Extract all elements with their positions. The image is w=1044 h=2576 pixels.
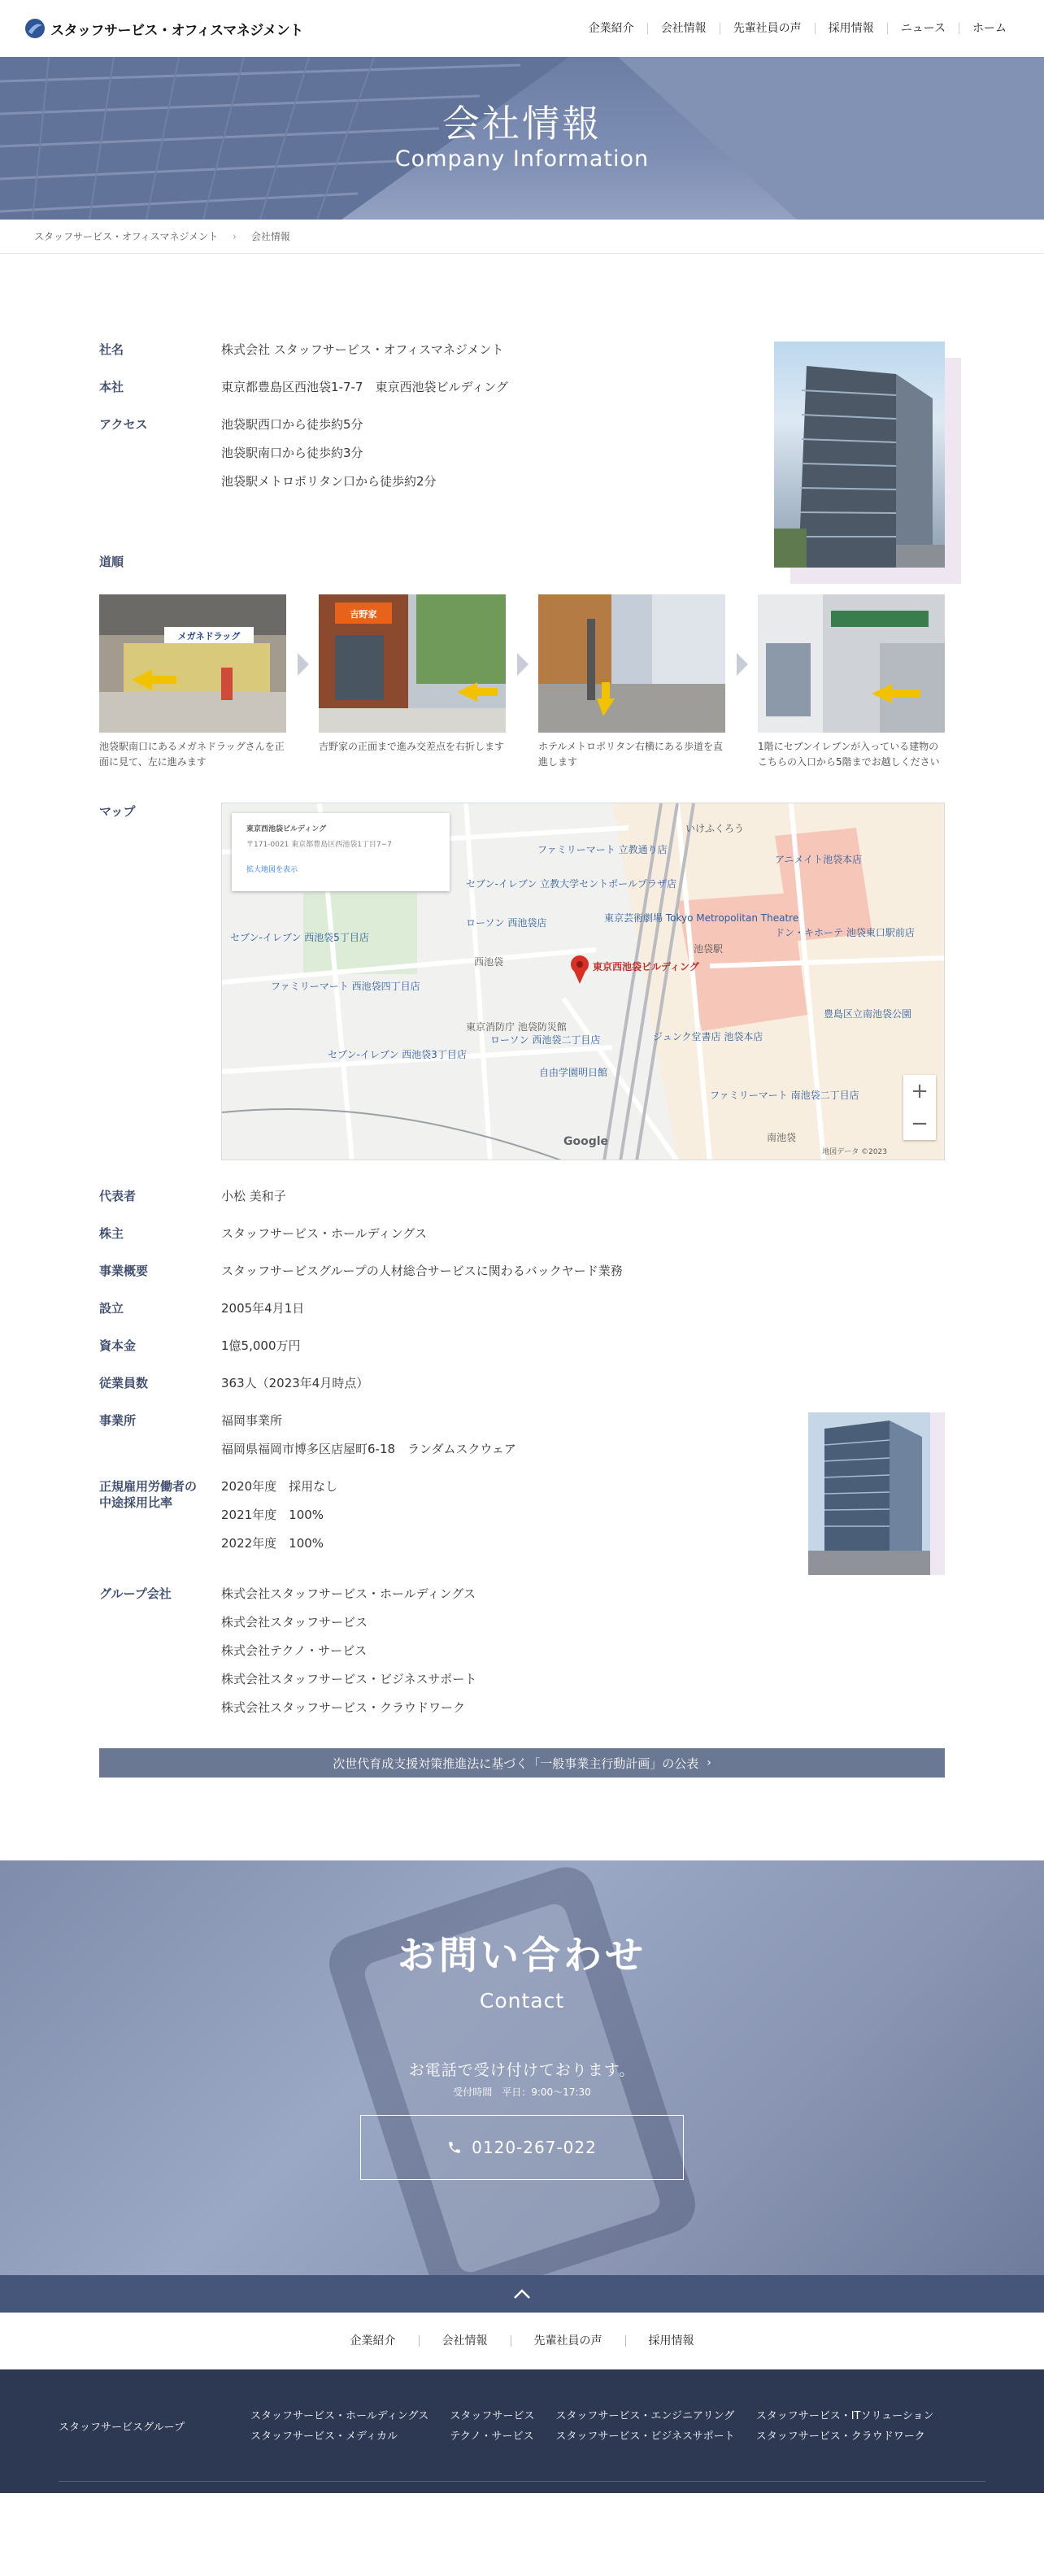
label-office: 事業所 [99, 1413, 137, 1428]
label-map: マップ [99, 804, 136, 819]
map-place[interactable]: ジュンク堂書店 池袋本店 [653, 1031, 763, 1042]
label-hiring-ratio [99, 1478, 221, 1551]
route-photo-3 [538, 594, 725, 733]
contact-hours: 受付時間 平日：9:00〜17:30 [453, 2086, 591, 2098]
footer-link[interactable]: スタッフサービス・ビジネスサポート [555, 2430, 735, 2443]
map-place[interactable]: アニメイト池袋本店 [775, 854, 863, 865]
phone-number: 0120-267-022 [472, 2138, 597, 2157]
route-photo-1 [99, 594, 286, 733]
label-representative: 代表者 [99, 1189, 137, 1203]
breadcrumb-current: 会社情報 [250, 231, 290, 242]
nav-company-intro[interactable]: 企業紹介 [588, 22, 634, 35]
access-line: 池袋駅メトロポリタン口から徒歩約2分 [221, 474, 437, 489]
zoom-out-icon[interactable]: − [911, 1112, 929, 1136]
group-company: 株式会社スタッフサービス [221, 1615, 368, 1630]
site-footer [0, 2369, 1044, 2493]
value-representative: 小松 美和子 [221, 1189, 286, 1203]
logo-text: スタッフサービス・オフィスマネジメント [50, 22, 303, 39]
breadcrumb [0, 220, 1044, 254]
office-block [99, 1412, 945, 1551]
route-sign-1: メガネドラッグ [177, 631, 241, 642]
site-logo[interactable] [24, 18, 303, 39]
route-step-3 [538, 594, 725, 770]
route-title: 道順 [99, 555, 124, 569]
contact-section [0, 1860, 1044, 2275]
map-place[interactable]: ドン・キホーテ 池袋東口駅前店 [775, 927, 915, 938]
map-card-link[interactable]: 拡大地図を表示 [246, 866, 298, 874]
map-place[interactable]: ファミリーマート 西池袋四丁目店 [271, 981, 420, 992]
banner-label: 次世代育成支援対策推進法に基づく「一般事業主行動計画」の公表 [333, 1756, 699, 1771]
route-caption-3: ホテルメトロポリタン右横にある歩道を直進します [538, 741, 724, 768]
route-arrow-icon [298, 653, 309, 676]
row-business [99, 1263, 945, 1279]
hiring-line: 2022年度 100% [221, 1536, 324, 1551]
label-hiring-line2: 中途採用比率 [99, 1495, 173, 1510]
footer-link[interactable]: スタッフサービス・クラウドワーク [755, 2430, 925, 2443]
google-map[interactable] [221, 803, 945, 1160]
page-title: 会社情報 [442, 102, 602, 146]
map-place[interactable]: いけふくろう [685, 823, 745, 834]
map-place[interactable]: セブン-イレブン 西池袋3丁目店 [328, 1049, 467, 1060]
contact-title: お問い合わせ [398, 1934, 646, 1978]
footer-link[interactable]: スタッフサービス・エンジニアリング [555, 2410, 735, 2422]
chevron-right-icon: › [707, 1756, 711, 1769]
nav-company-info[interactable]: 会社情報 [647, 23, 720, 34]
row-representative [99, 1188, 945, 1204]
contact-inner [0, 1860, 1044, 2180]
footer-divider [59, 2481, 985, 2482]
label-group-companies: グループ会社 [99, 1586, 172, 1601]
footer-nav-employee-voices[interactable]: 先輩社員の声 [511, 2335, 625, 2347]
value-employees: 363人（2023年4月時点） [221, 1376, 369, 1390]
access-line: 池袋駅南口から徒歩約3分 [221, 446, 363, 460]
map-place[interactable]: ローソン 西池袋店 [466, 917, 547, 929]
map-info-card [232, 813, 450, 891]
map-place[interactable]: 東京芸術劇場 Tokyo Metropolitan Theatre [604, 912, 799, 924]
office-line: 福岡県福岡市博多区店屋町6‐18 ランダムスクウェア [221, 1442, 516, 1456]
hq-building-photo [774, 342, 945, 568]
hiring-line: 2021年度 100% [221, 1508, 324, 1522]
route-caption-2: 吉野家の正面まで進み交差点を右折します [319, 741, 505, 752]
map-place[interactable]: ファミリーマート 南池袋二丁目店 [710, 1090, 859, 1101]
hq-building-image [774, 342, 945, 568]
footer-link[interactable]: スタッフサービス・メディカル [250, 2430, 398, 2443]
value-business: スタッフサービスグループの人材総合サービスに関わるバックヤード業務 [221, 1264, 623, 1278]
value-company-name: 株式会社 スタッフサービス・オフィスマネジメント [221, 342, 504, 357]
footer-nav-company-intro[interactable]: 企業紹介 [350, 2334, 396, 2348]
footer-link[interactable]: スタッフサービス・ホールディングス [250, 2410, 429, 2422]
route-caption-4: 1階にセブンイレブンが入っている建物のこちらの入口から5階までお越しください [758, 741, 940, 768]
map-place[interactable]: セブン-イレブン 西池袋5丁目店 [230, 932, 369, 943]
hero-banner [0, 57, 1044, 220]
chevron-up-icon [512, 2288, 532, 2300]
phone-icon [447, 2140, 462, 2155]
map-copyright: 地図データ ©2023 [822, 1148, 887, 1156]
row-map [99, 803, 945, 1160]
chevron-right-icon: › [233, 230, 237, 242]
value-headquarters: 東京都豊島区西池袋1‐7‐7 東京西池袋ビルディング [221, 380, 508, 394]
row-group-companies [99, 1586, 945, 1716]
map-place[interactable]: セブン-イレブン 立教大学セントポールプラザ店 [466, 878, 676, 890]
value-established: 2005年4月1日 [221, 1301, 305, 1316]
nav-home[interactable]: ホーム [959, 23, 1020, 34]
route-step-1 [99, 594, 286, 770]
route-steps [99, 594, 945, 770]
map-place[interactable]: 東京消防庁 池袋防災館 [466, 1021, 567, 1033]
footer-nav [0, 2313, 1044, 2369]
map-card-title: 東京西池袋ビルディング [246, 825, 327, 833]
nav-recruit[interactable]: 採用情報 [815, 23, 887, 34]
route-arrow-icon [737, 653, 748, 676]
label-company-name: 社名 [99, 342, 124, 357]
contact-text: お電話で受け付けております。 [408, 2061, 636, 2079]
site-header [0, 0, 1044, 57]
footer-link[interactable]: スタッフサービス・ITソリューション [755, 2410, 934, 2422]
company-info-main [99, 254, 945, 1778]
label-shareholder: 株主 [99, 1226, 124, 1241]
route-caption-1: 池袋駅南口にあるメガネドラッグさんを正面に見て、左に進みます [99, 741, 285, 768]
footer-link[interactable]: スタッフサービス [450, 2410, 535, 2422]
footer-nav-recruit[interactable]: 採用情報 [625, 2335, 717, 2347]
office-line: 福岡事業所 [221, 1413, 283, 1428]
phone-call-button[interactable] [360, 2115, 684, 2180]
route-photo-2 [319, 594, 506, 733]
group-company: 株式会社スタッフサービス・クラウドワーク [221, 1700, 466, 1715]
hero-text [0, 102, 1044, 172]
company-basic-info [99, 342, 945, 490]
page-subtitle: Company Information [394, 146, 650, 172]
group-company: 株式会社スタッフサービス・ホールディングス [221, 1586, 476, 1601]
zoom-in-icon[interactable]: + [911, 1079, 929, 1103]
map-place[interactable]: 池袋駅 [694, 943, 724, 955]
row-established [99, 1300, 945, 1316]
label-access: アクセス [99, 417, 148, 432]
nav-employee-voices[interactable]: 先輩社員の声 [720, 23, 815, 34]
map-place[interactable]: ファミリーマート 立教通り店 [537, 844, 668, 855]
label-established: 設立 [99, 1301, 124, 1316]
group-company: 株式会社スタッフサービス・ビジネスサポート [221, 1672, 477, 1686]
contact-subtitle: Contact [479, 1989, 565, 2012]
footer-link[interactable]: テクノ・サービス [450, 2430, 534, 2443]
group-company: 株式会社テクノ・サービス [221, 1643, 368, 1658]
page-top-button[interactable] [0, 2275, 1044, 2313]
map-place[interactable]: 豊島区立南池袋公園 [824, 1008, 912, 1020]
label-capital: 資本金 [99, 1338, 137, 1353]
map-place[interactable]: 自由学園明日館 [539, 1067, 608, 1078]
label-employees: 従業員数 [99, 1376, 149, 1390]
action-plan-banner-button[interactable] [99, 1748, 945, 1778]
office-building-photo [808, 1412, 945, 1575]
global-nav [576, 23, 1020, 34]
map-place[interactable]: 西池袋 [474, 956, 504, 968]
google-logo: Google [563, 1135, 609, 1148]
row-capital [99, 1338, 945, 1354]
route-step-4 [758, 594, 945, 770]
map-pin-label[interactable]: 東京西池袋ビルディング [593, 961, 699, 973]
value-capital: 1億5,000万円 [221, 1338, 301, 1353]
hiring-line: 2020年度 採用なし [221, 1479, 338, 1494]
breadcrumb-home[interactable]: スタッフサービス・オフィスマネジメント [34, 231, 219, 242]
office-building-image [808, 1412, 930, 1575]
footer-group-label: スタッフサービスグループ [59, 2422, 185, 2434]
row-shareholder [99, 1225, 945, 1242]
map-place[interactable]: 南池袋 [767, 1132, 797, 1143]
map-place[interactable]: ローソン 西池袋二丁目店 [490, 1034, 601, 1046]
access-line: 池袋駅西口から徒歩約5分 [221, 417, 363, 432]
row-employees [99, 1375, 945, 1391]
footer-group-links [250, 2407, 934, 2443]
label-headquarters: 本社 [99, 380, 124, 394]
footer-nav-company-info[interactable]: 会社情報 [419, 2335, 511, 2347]
label-hiring-line1: 正規雇用労働者の [99, 1479, 198, 1494]
map-zoom-control [903, 1075, 936, 1140]
route-photo-4 [758, 594, 945, 733]
map-card-address: 〒171-0021 東京都豊島区西池袋1丁目7−7 [246, 841, 392, 849]
logo-mark-icon [24, 18, 46, 39]
value-group-companies [221, 1586, 945, 1716]
nav-news[interactable]: ニュース [887, 23, 959, 34]
route-step-2 [319, 594, 506, 770]
value-shareholder: スタッフサービス・ホールディングス [221, 1226, 428, 1241]
route-arrow-icon [517, 653, 529, 676]
route-sign-2: 吉野家 [350, 609, 377, 620]
label-business: 事業概要 [99, 1264, 149, 1278]
